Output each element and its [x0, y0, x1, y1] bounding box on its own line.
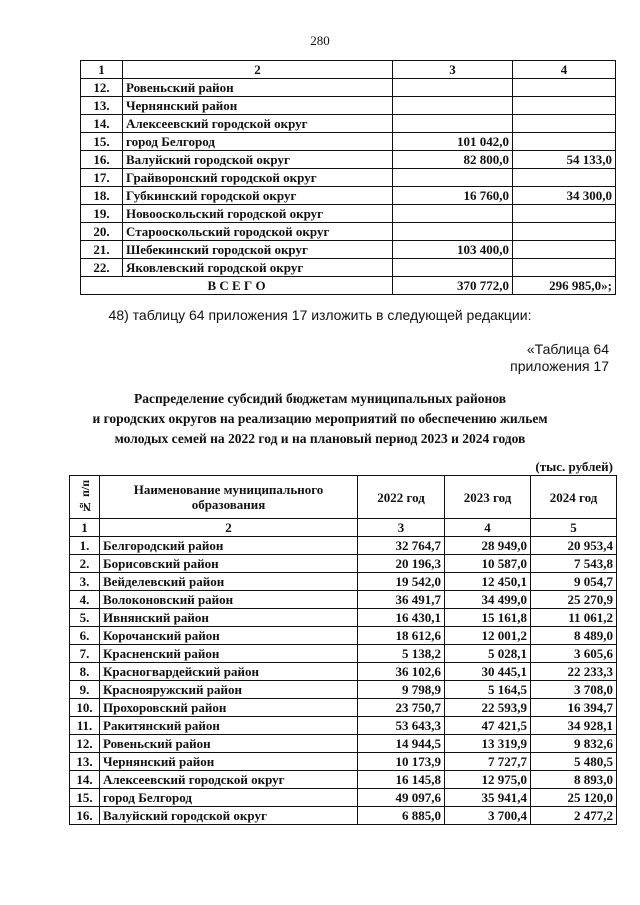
column-number: 2: [123, 61, 393, 79]
table-body: [81, 79, 616, 277]
table-cell: 23 750,7: [358, 699, 445, 717]
table-row: [70, 591, 617, 609]
table-cell: 18.: [81, 187, 123, 205]
table-cell: 16 430,1: [358, 609, 445, 627]
table-cell: 10 173,9: [358, 753, 445, 771]
table-cell: 10 587,0: [445, 555, 531, 573]
table-cell: 7 543,8: [531, 555, 617, 573]
table-row: [70, 573, 617, 591]
table-cell: Валуйский городской округ: [100, 807, 358, 825]
total-label: В С Е Г О: [81, 277, 393, 295]
units-label: (тыс. рублей): [535, 459, 613, 474]
table-total-row: [81, 277, 616, 295]
table-row: [70, 555, 617, 573]
table-cell: 22 593,9: [445, 699, 531, 717]
table-cell: 15 161,8: [445, 609, 531, 627]
table-cell: [513, 97, 616, 115]
table-cell: Белгородский район: [100, 537, 358, 555]
title-line: молодых семей на 2022 год и на плановый период 2023 и 2024 годов: [114, 431, 526, 446]
title-line: Распределение субсидий бюджетам муниципальных районов: [133, 391, 507, 406]
table-cell: 22.: [81, 259, 123, 277]
table-cell: 8 893,0: [531, 771, 617, 789]
table-cell: 3.: [70, 573, 100, 591]
header-year: 2022 год: [358, 476, 445, 519]
table-cell: Яковлевский городской округ: [123, 259, 393, 277]
column-number: 3: [358, 519, 445, 537]
table-cell: 20 953,4: [531, 537, 617, 555]
table-cell: 2.: [70, 555, 100, 573]
table-cell: Красногвардейский район: [100, 663, 358, 681]
table-cell: 13.: [70, 753, 100, 771]
table-cell: 35 941,4: [445, 789, 531, 807]
table-cell: Старооскольский городской округ: [123, 223, 393, 241]
table-cell: 15.: [70, 789, 100, 807]
table-cell: Вейделевский район: [100, 573, 358, 591]
table-row: [70, 537, 617, 555]
table-cell: 5 480,5: [531, 753, 617, 771]
table-cell: 16 394,7: [531, 699, 617, 717]
table-cell: 19 542,0: [358, 573, 445, 591]
table-cell: 25 270,9: [531, 591, 617, 609]
column-number: 5: [531, 519, 617, 537]
table-cell: 5.: [70, 609, 100, 627]
table-row: [81, 133, 616, 151]
table-cell: 34 928,1: [531, 717, 617, 735]
table-cell: [393, 223, 513, 241]
table-cell: 11 061,2: [531, 609, 617, 627]
table-cell: 8 489,0: [531, 627, 617, 645]
table-cell: 30 445,1: [445, 663, 531, 681]
table-cell: 13 319,9: [445, 735, 531, 753]
subsidy-table: [69, 475, 617, 825]
table-cell: город Белгород: [100, 789, 358, 807]
page-number: 280: [310, 33, 330, 48]
table-cell: 34 300,0: [513, 187, 616, 205]
table-row: [81, 259, 616, 277]
table-cell: 4.: [70, 591, 100, 609]
table-row: [70, 681, 617, 699]
table-row: [81, 115, 616, 133]
table-cell: [513, 169, 616, 187]
table-cell: Чернянский район: [123, 97, 393, 115]
table-body: [70, 537, 617, 825]
table-cell: 9 832,6: [531, 735, 617, 753]
title-line: и городских округов на реализацию мероприятий по обеспечению жильем: [92, 411, 548, 426]
table-cell: 32 764,7: [358, 537, 445, 555]
table-cell: город Белгород: [123, 133, 393, 151]
table-cell: [393, 259, 513, 277]
table-cell: 12 001,2: [445, 627, 531, 645]
table-cell: [513, 223, 616, 241]
table-cell: 22 233,3: [531, 663, 617, 681]
table-cell: 11.: [70, 717, 100, 735]
table-cell: 20 196,3: [358, 555, 445, 573]
table-cell: Краснояружский район: [100, 681, 358, 699]
table-cell: 19.: [81, 205, 123, 223]
table-cell: 16 760,0: [393, 187, 513, 205]
table-cell: [513, 241, 616, 259]
table-cell: [513, 133, 616, 151]
table-cell: 3 605,6: [531, 645, 617, 663]
table-continuation: [80, 60, 616, 295]
table-column-numbers: [70, 519, 617, 537]
table-cell: 8.: [70, 663, 100, 681]
table-row: [70, 735, 617, 753]
table-cell: 15.: [81, 133, 123, 151]
table-cell: 12 450,1: [445, 573, 531, 591]
table-cell: 12.: [81, 79, 123, 97]
table-row: [70, 609, 617, 627]
table-cell: Ивнянский район: [100, 609, 358, 627]
total-value: 370 772,0: [393, 277, 513, 295]
table-cell: [393, 169, 513, 187]
table-cell: 17.: [81, 169, 123, 187]
table-cell: Прохоровский район: [100, 699, 358, 717]
table-header: [70, 476, 617, 519]
table-cell: 47 421,5: [445, 717, 531, 735]
table-cell: 5 138,2: [358, 645, 445, 663]
table-cell: 14 944,5: [358, 735, 445, 753]
table-cell: 2 477,2: [531, 807, 617, 825]
table-row: [81, 187, 616, 205]
table-row: [70, 645, 617, 663]
total-value: 296 985,0»;: [513, 277, 616, 295]
header-number: № п/п: [70, 476, 100, 519]
table-cell: 103 400,0: [393, 241, 513, 259]
table-cell: Ровеньский район: [123, 79, 393, 97]
table-reference: [510, 341, 609, 375]
column-number: 1: [81, 61, 123, 79]
table-cell: 10.: [70, 699, 100, 717]
table-cell: Алексеевский городской округ: [123, 115, 393, 133]
table-row: [81, 169, 616, 187]
table-row: [81, 97, 616, 115]
table-cell: 101 042,0: [393, 133, 513, 151]
table-row: [81, 223, 616, 241]
header-year: 2023 год: [445, 476, 531, 519]
header-year: 2024 год: [531, 476, 617, 519]
table-cell: 18 612,6: [358, 627, 445, 645]
table-cell: Шебекинский городской округ: [123, 241, 393, 259]
table-cell: 54 133,0: [513, 151, 616, 169]
table-cell: [393, 205, 513, 223]
table-row: [70, 807, 617, 825]
table-cell: 9.: [70, 681, 100, 699]
table-cell: 1.: [70, 537, 100, 555]
table-cell: 9 054,7: [531, 573, 617, 591]
table-cell: 7.: [70, 645, 100, 663]
table-row: [70, 717, 617, 735]
table-cell: 49 097,6: [358, 789, 445, 807]
table-row: [70, 699, 617, 717]
table-cell: [513, 115, 616, 133]
table-row: [70, 789, 617, 807]
table-cell: 12.: [70, 735, 100, 753]
table-cell: Борисовский район: [100, 555, 358, 573]
table-cell: [393, 79, 513, 97]
table-cell: [513, 205, 616, 223]
column-number: 1: [70, 519, 100, 537]
table-cell: 16 145,8: [358, 771, 445, 789]
table-row: [81, 151, 616, 169]
table-reference-line: «Таблица 64: [526, 341, 609, 357]
table-cell: 36 102,6: [358, 663, 445, 681]
table-row: [70, 663, 617, 681]
table-cell: Красненский район: [100, 645, 358, 663]
header-name: Наименование муниципального образования: [100, 476, 358, 519]
table-cell: 7 727,7: [445, 753, 531, 771]
column-number: 3: [393, 61, 513, 79]
table-cell: Волоконовский район: [100, 591, 358, 609]
table-cell: 20.: [81, 223, 123, 241]
table-cell: 13.: [81, 97, 123, 115]
table-row: [81, 205, 616, 223]
table-column-numbers: [81, 61, 616, 79]
table-cell: [513, 259, 616, 277]
column-number: 4: [513, 61, 616, 79]
table-cell: 21.: [81, 241, 123, 259]
table-cell: 3 708,0: [531, 681, 617, 699]
table-cell: 12 975,0: [445, 771, 531, 789]
table-cell: 28 949,0: [445, 537, 531, 555]
table-cell: Ровеньский район: [100, 735, 358, 753]
table-cell: [513, 79, 616, 97]
table-row: [81, 79, 616, 97]
table-cell: 16.: [81, 151, 123, 169]
table-cell: 82 800,0: [393, 151, 513, 169]
table-cell: Корочанский район: [100, 627, 358, 645]
table-cell: 14.: [81, 115, 123, 133]
table-cell: 14.: [70, 771, 100, 789]
table-cell: 3 700,4: [445, 807, 531, 825]
table-cell: Алексеевский городской округ: [100, 771, 358, 789]
table-cell: 5 028,1: [445, 645, 531, 663]
table-cell: 53 643,3: [358, 717, 445, 735]
column-number: 4: [445, 519, 531, 537]
table-row: [81, 241, 616, 259]
table-cell: Валуйский городской округ: [123, 151, 393, 169]
table-cell: 6.: [70, 627, 100, 645]
instruction-text: 48) таблицу 64 приложения 17 изложить в следующей редакции:: [108, 307, 532, 323]
table-row: [70, 771, 617, 789]
table-cell: Чернянский район: [100, 753, 358, 771]
table-cell: 36 491,7: [358, 591, 445, 609]
table-cell: Ракитянский район: [100, 717, 358, 735]
table-cell: Губкинский городской округ: [123, 187, 393, 205]
table-cell: 6 885,0: [358, 807, 445, 825]
table-cell: Грайворонский городской округ: [123, 169, 393, 187]
table-cell: [393, 115, 513, 133]
table-cell: [393, 97, 513, 115]
column-number: 2: [100, 519, 358, 537]
table-row: [70, 627, 617, 645]
table-row: [70, 753, 617, 771]
table-cell: 16.: [70, 807, 100, 825]
table-cell: 9 798,9: [358, 681, 445, 699]
table-cell: 5 164,5: [445, 681, 531, 699]
table-cell: 25 120,0: [531, 789, 617, 807]
table-reference-line: приложения 17: [510, 358, 609, 374]
table-cell: Новооскольский городской округ: [123, 205, 393, 223]
table-title: [40, 389, 600, 449]
table-cell: 34 499,0: [445, 591, 531, 609]
